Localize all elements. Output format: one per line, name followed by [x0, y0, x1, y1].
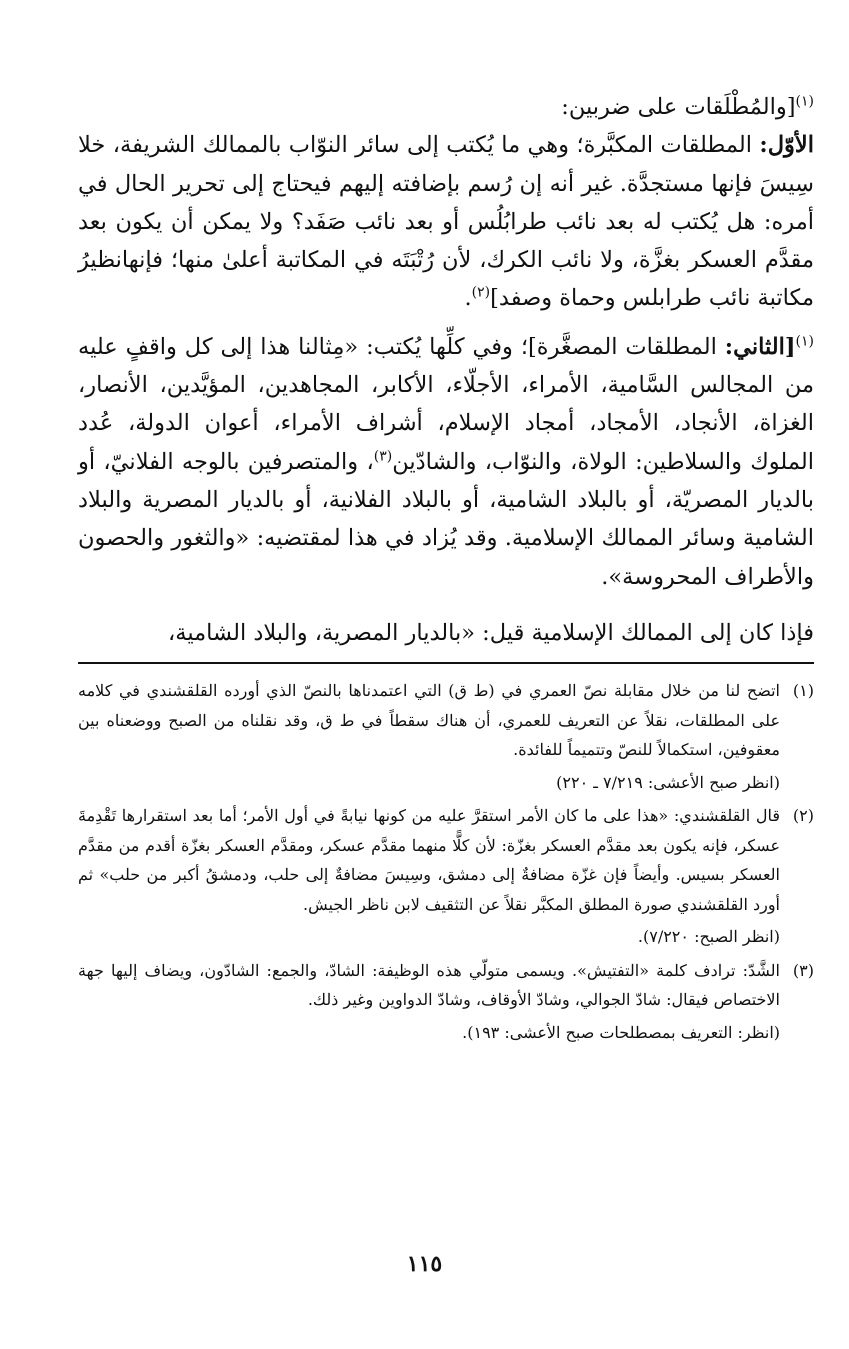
page-number: ١١٥: [406, 1251, 443, 1277]
main-text: [78, 88, 814, 652]
section-heading: الأوّل:: [759, 132, 814, 159]
footnote-ref: (٢): [471, 284, 491, 301]
paragraph-end: ، والمتصرفين بالوجه الفلانيّ، أو بالديار المصريّة، أو بالبلاد الشامية، أو بالبلاد الفلانية، أو بالديار المصرية والبلاد الشامية وسائر الممالك الإسلامية. وقد يُزاد في هذا لمقتضيه: «والثغور والحصون والأطراف المحروسة».: [78, 448, 814, 590]
footnote-ref: (١): [795, 333, 814, 350]
footnote-2: [78, 801, 814, 952]
footnote-source: (انظر الصبح: ٧/٢٢٠).: [637, 927, 780, 947]
book-page: [78, 88, 814, 1051]
paragraph-end: .: [464, 285, 472, 312]
footnote-text: قال القلقشندي: «هذا على ما كان الأمر استقرَّ عليه من كونها نيابةً في أول الأمر؛ أما بعد استقرارها تَقْدِمةَ عسكر، فإنه يكون بعد مقدَّم العسكر بغزّة: لأن كلًّا منهما مقدَّم عسكر، ومقدَّم العسكر بغزّة أقدم من مقدَّم العسكر بسيس. وأيضاً فإن غزّة مضافةٌ إلى دمشق، وسِيسَ مضافةٌ إلى حلب، ودمشقُ أكبر من حلب» ثم أورد القلقشندي صورة المطلق المكبَّر نقلاً عن التثقيف لابن ناظر الجيش.: [78, 806, 781, 914]
footnotes: [78, 676, 814, 1047]
footnote-source: (انظر صبح الأعشى: ٧/٢١٩ ـ ٢٢٠): [556, 772, 780, 792]
footnote-ref: (١): [795, 93, 814, 110]
footnote-number: (١): [792, 681, 814, 701]
section-heading: [الثاني:: [724, 333, 796, 360]
footnote-3: [78, 956, 814, 1048]
paragraph-text: المطلقات المكبَّرة؛ وهي ما يُكتب إلى سائر النوّاب بالممالك الشريفة، خلا سِيسَ فإنها مستجدَّة. غير أنه إن رُسم بإضافته إليهم فيحتاج إلى تحرير الحال في أمره: هل يُكتب له بعد نائب طرابُلُس أو بعد نائب صَفَد؟ ولا يمكن أن يكون بعد مقدَّم العسكر بغزَّة، ولا نائب الكرك، لأن رُتْبَتَه في المكاتبة أعلىٰ منها؛ فإنهانظيرُ مكاتبة نائب طرابلس وحماة وصفد]: [78, 132, 814, 312]
footnote-number: (٣): [792, 960, 814, 980]
paragraph-second-type: [78, 328, 814, 596]
footnote-text: الشَّدّ: ترادف كلمة «التفتيش». ويسمى متولّي هذه الوظيفة: الشادّ، والجمع: الشادّون، ويضاف إليها جهة الاختصاص فيقال: شادّ الجوالي، وشادّ الأوقاف، وشادّ الدواوين وغير ذلك.: [78, 960, 780, 1010]
footnote-number: (٢): [792, 806, 814, 826]
paragraph-first-type: [78, 126, 814, 317]
footnote-divider: [78, 662, 814, 664]
footnote-text: اتضح لنا من خلال مقابلة نصّ العمري في (ط ق) التي اعتمدناها بالنصّ الذي أورده القلقشندي في كلامه على المطلقات، نقلاً عن التعريف للعمري، أن هناك سقطاً في ط ق، وقد نقلناه من الصبح ووضعناه بين معقوفين، استكمالاً للنصّ وتتميماً للفائدة.: [78, 681, 780, 760]
footnote-ref: (٣): [373, 448, 393, 465]
paragraph-intro: [78, 88, 814, 126]
footnote-source: (انظر: التعريف بمصطلحات صبح الأعشى: ١٩٣).: [462, 1022, 780, 1042]
paragraph-text: المطلقات المصغَّرة]؛ وفي كلِّها يُكتب: «مِثالنا هذا إلى كل واقفٍ عليه من المجالس السَّامية، الأمراء، الأجلّاء، الأكابر، المجاهدين، المؤيَّدين، الأنصار، الغزاة، الأنجاد، الأمجاد، أمجاد الإسلام، أشراف الأمراء، أعوان الدولة، عُدد الملوك والسلاطين: الولاة، والنوّاب، والشادّين: [78, 333, 814, 475]
intro-text: [والمُطْلَقات على ضربين:: [561, 94, 796, 120]
footnote-1: [78, 676, 814, 797]
paragraph-islamic-lands: فإذا كان إلى الممالك الإسلامية قيل: «بالديار المصرية، والبلاد الشامية،: [168, 619, 814, 646]
